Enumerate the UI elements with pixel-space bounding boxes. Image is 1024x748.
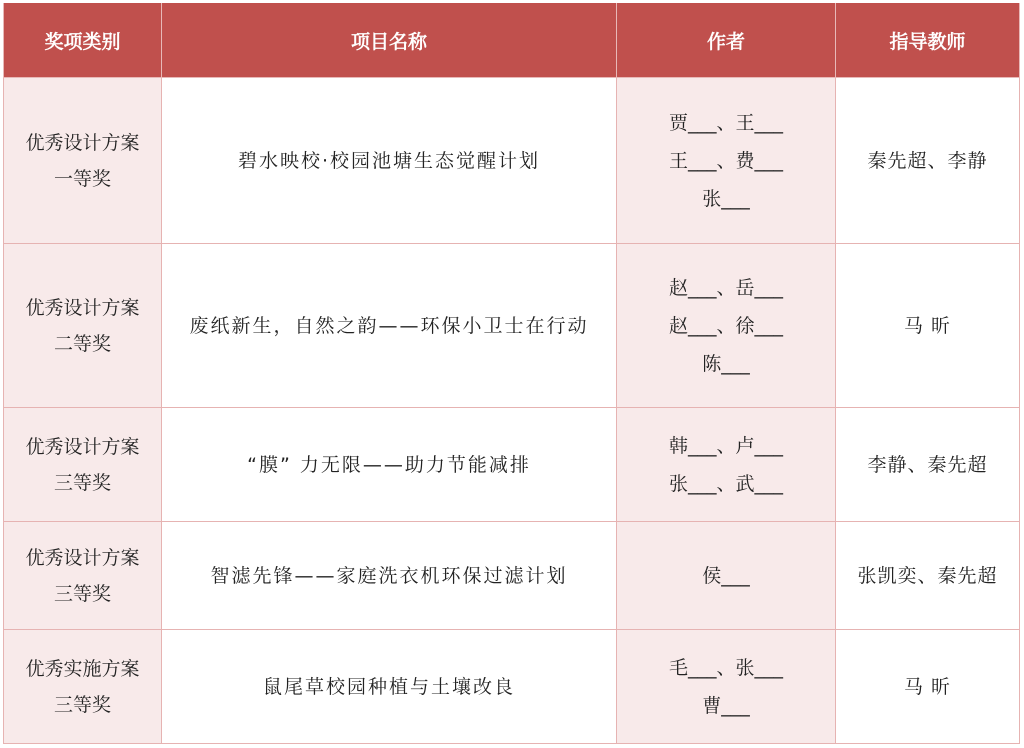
author-line: 赵___、徐___ [668, 314, 783, 337]
authors-cell [617, 244, 836, 408]
table-row [4, 408, 1020, 522]
teacher-cell: 秦先超、李静 [836, 78, 1020, 244]
awards-table-container [3, 3, 1019, 743]
award-category-line2: 三等奖 [53, 471, 111, 494]
award-category-line2: 三等奖 [53, 582, 111, 605]
table-row [4, 244, 1020, 408]
teacher-cell: 马 昕 [836, 630, 1020, 744]
award-category-line2: 二等奖 [53, 332, 111, 355]
award-category-line1: 优秀设计方案 [25, 296, 140, 319]
author-line: 张___、武___ [668, 472, 783, 495]
header-project-name: 项目名称 [162, 3, 617, 78]
award-category-line1: 优秀设计方案 [25, 131, 140, 154]
authors-cell [617, 630, 836, 744]
table-row [4, 630, 1020, 744]
award-category-cell [4, 244, 162, 408]
award-category-line1: 优秀设计方案 [25, 546, 140, 569]
author-line: 贾___、王___ [668, 111, 783, 134]
header-authors: 作者 [617, 3, 836, 78]
author-line: 赵___、岳___ [668, 276, 783, 299]
project-name-cell: 鼠尾草校园种植与土壤改良 [162, 630, 617, 744]
authors-cell [617, 408, 836, 522]
award-category-cell [4, 78, 162, 244]
project-name-cell: 智滤先锋——家庭洗衣机环保过滤计划 [162, 522, 617, 630]
author-line: 曹___ [702, 694, 750, 717]
teacher-cell: 张凯奕、秦先超 [836, 522, 1020, 630]
award-category-line2: 三等奖 [53, 693, 111, 716]
table-row [4, 522, 1020, 630]
header-teacher: 指导教师 [836, 3, 1020, 78]
award-category-line1: 优秀实施方案 [25, 657, 140, 680]
award-category-cell [4, 408, 162, 522]
author-line: 王___、费___ [668, 149, 783, 172]
author-line: 毛___、张___ [668, 656, 783, 679]
author-line: 韩___、卢___ [668, 434, 783, 457]
award-category-line2: 一等奖 [53, 167, 111, 190]
teacher-cell: 李静、秦先超 [836, 408, 1020, 522]
award-category-cell [4, 630, 162, 744]
authors-cell [617, 522, 836, 630]
project-name-cell: “膜” 力无限——助力节能减排 [162, 408, 617, 522]
award-category-line1: 优秀设计方案 [25, 435, 140, 458]
award-category-cell [4, 522, 162, 630]
teacher-cell: 马 昕 [836, 244, 1020, 408]
author-line: 侯___ [702, 564, 750, 587]
awards-table [3, 3, 1020, 744]
authors-cell [617, 78, 836, 244]
table-row [4, 78, 1020, 244]
project-name-cell: 碧水映校·校园池塘生态觉醒计划 [162, 78, 617, 244]
table-header-row [4, 3, 1020, 78]
project-name-cell: 废纸新生，自然之韵——环保小卫士在行动 [162, 244, 617, 408]
author-line: 陈___ [702, 352, 750, 375]
author-line: 张___ [702, 187, 750, 210]
header-award-category: 奖项类别 [4, 3, 162, 78]
